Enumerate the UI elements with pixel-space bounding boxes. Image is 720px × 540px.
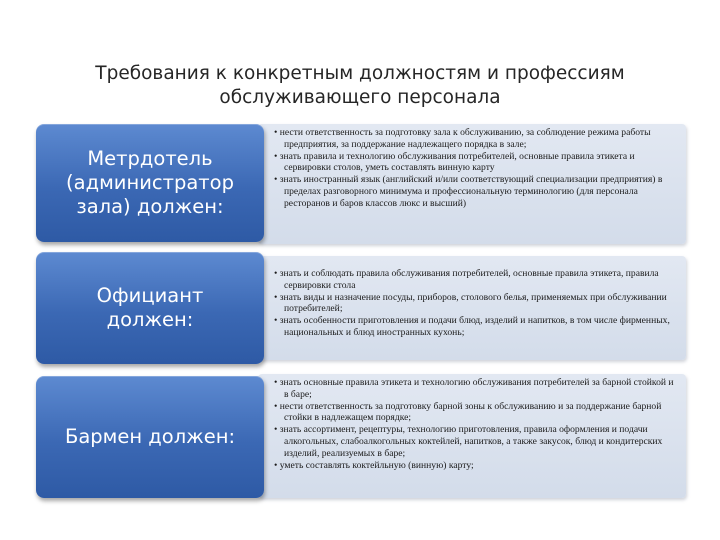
role-label-line: должен: — [106, 308, 194, 331]
requirement-item: • уметь составлять коктейльную (винную) карту; — [274, 459, 474, 471]
metrdotel-requirements — [258, 124, 686, 244]
requirement-item: • знать ассортимент, рецептуры, технологию приготовления, правила оформления и подачи алкогольных, слабоалкогольных коктейлей, напитков, а также закусок, блюд и кондитерских изделий, реализуемых в баре; — [274, 424, 663, 459]
title-line-1: Требования к конкретным должностям и профессиям — [95, 63, 625, 84]
bartender-requirements — [258, 374, 686, 498]
requirement-item: • знать иностранный язык (английский и/или соответствующий специализации предприятия) в пределах разговорного минимума и профессиональную терминологию (для персонала ресторанов и баров классов люкс и высший) — [274, 174, 663, 209]
role-label-line: (администратор — [66, 171, 234, 194]
role-label-line: зала) должен: — [76, 195, 224, 218]
requirement-item: • знать правила и технологию обслуживания потребителей, основные правила этикета и сервировки столов, уметь составлять винную карту — [274, 150, 635, 174]
role-box-bartender — [36, 376, 264, 498]
requirement-item: • знать и соблюдать правила обслуживания потребителей, основные правила этикета, правила сервировки стола — [274, 268, 659, 291]
role-box-metrdotel — [36, 124, 264, 242]
requirement-item: • знать виды и назначение посуды, приборов, столового белья, применяемых при обслуживании потребителей; — [274, 291, 667, 315]
requirement-item: • знать основные правила этикета и технологию обслуживания потребителей за барной стойкой и в баре; — [274, 377, 674, 400]
role-label-line: Официант — [96, 284, 204, 307]
role-label-line: Бармен должен: — [64, 425, 236, 448]
role-label-line: Метрдотель — [87, 147, 213, 170]
title-line-2: обслуживающего персонала — [219, 87, 501, 108]
requirement-item: • нести ответственность за подготовку барной зоны к обслуживанию и за поддержание барной стойки в надлежащем порядке; — [274, 400, 662, 424]
requirement-item: • знать особенности приготовления и подачи блюд, изделий и напитков, в том числе фирменных, национальных и блюд иностранных кухонь; — [274, 315, 670, 338]
page-title — [40, 62, 680, 110]
requirement-item: • нести ответственность за подготовку зала к обслуживанию, за соблюдение режима работы предприятия, за поддержание надлежащего порядка в зале; — [274, 127, 651, 150]
role-box-waiter — [36, 252, 264, 364]
waiter-requirements — [258, 256, 686, 360]
